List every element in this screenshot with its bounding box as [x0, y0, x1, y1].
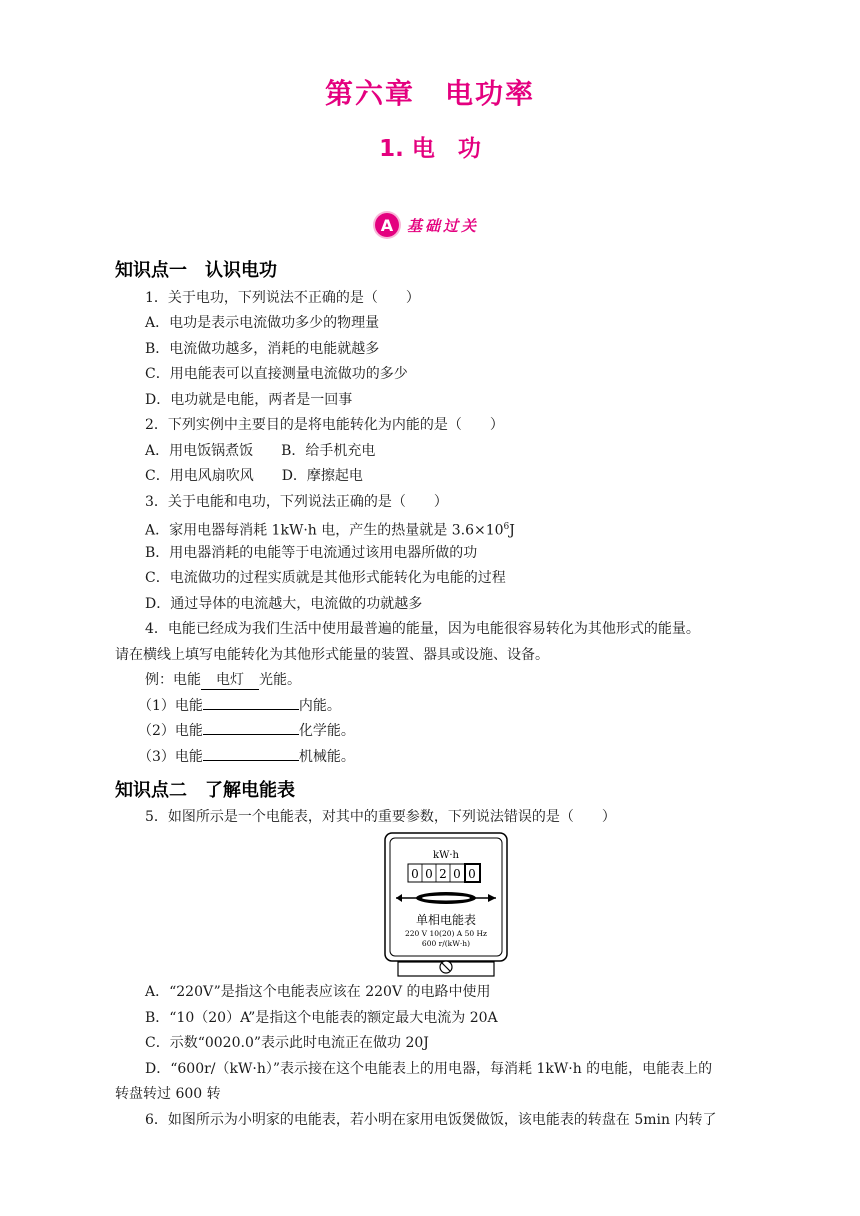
q1-option-c: C．用电能表可以直接测量电流做功的多少	[145, 366, 408, 382]
q4-stem-line1: 4．电能已经成为我们生活中使用最普遍的能量，因为电能很容易转化为其他形式的能量。	[145, 621, 700, 637]
level-letter-icon: A	[375, 213, 399, 237]
q4-item-2-suffix: 化学能。	[298, 723, 355, 739]
q3-stem: 3．关于电能和电功，下列说法正确的是（ ）	[145, 494, 448, 510]
level-badge	[375, 212, 479, 238]
q4-item-2	[138, 721, 355, 741]
q3-option-a-unit: J	[509, 522, 515, 539]
q2-options-row1: A．用电饭锅煮饭 B．给手机充电	[145, 443, 376, 459]
q6-stem: 6．如图所示为小明家的电能表，若小明在家用电饭煲做饭，该电能表的转盘在 5min 内转了	[145, 1112, 717, 1128]
q5-option-d: D．“600r/（kW·h）”表示接在这个电能表上的用电器，每消耗 1kW·h 的电能，电能表上的	[145, 1061, 713, 1077]
q1-option-b: B．电流做功越多，消耗的电能就越多	[145, 341, 380, 357]
meter-digit-2: 0	[425, 867, 433, 881]
q4-item-1-prefix: （1）电能	[138, 698, 203, 714]
q4-item-3	[138, 747, 355, 767]
q4-item-3-suffix: 机械能。	[298, 749, 355, 765]
q4-item-3-prefix: （3）电能	[138, 749, 203, 765]
q1-option-d: D．电功就是电能，两者是一回事	[145, 392, 353, 408]
meter-digit-1: 0	[411, 867, 419, 881]
section-title-1: 知识点一 认识电功	[115, 260, 277, 281]
meter-name: 单相电能表	[415, 913, 477, 927]
q3-option-a-exponent: 6	[503, 522, 510, 532]
lesson-title: 1. 电 功	[379, 136, 481, 162]
q5-option-c: C．示数“0020.0”表示此时电流正在做功 20J	[145, 1035, 429, 1051]
chapter-title: 第六章 电功率	[324, 77, 535, 110]
meter-digit-5: 0	[468, 867, 476, 881]
q1-option-a: A．电功是表示电流做功多少的物理量	[145, 315, 380, 331]
q4-item-1-suffix: 内能。	[298, 698, 341, 714]
q5-option-d-continued: 转盘转过 600 转	[115, 1086, 221, 1102]
q1-stem: 1．关于电功，下列说法不正确的是（ ）	[145, 290, 420, 306]
q3-option-b: B．用电器消耗的电能等于电流通过该用电器所做的功	[145, 545, 478, 561]
q5-stem: 5．如图所示是一个电能表，对其中的重要参数，下列说法错误的是（ ）	[145, 809, 616, 825]
q4-item-2-prefix: （2）电能	[138, 723, 203, 739]
q2-options-row2: C．用电风扇吹风 D．摩擦起电	[145, 468, 363, 484]
electric-meter-figure	[384, 832, 508, 978]
q4-item-3-blank[interactable]	[203, 760, 299, 761]
meter-spec-line2: 600 r/(kW·h)	[421, 939, 471, 948]
q4-stem-line2: 请在横线上填写电能转化为其他形式能量的装置、器具或设施、设备。	[115, 647, 549, 663]
section-title-2: 知识点二 了解电能表	[115, 780, 295, 801]
q4-example	[145, 670, 301, 690]
level-label: 基础过关	[407, 216, 480, 235]
q3-option-a	[145, 517, 515, 541]
q4-example-suffix: 光能。	[259, 672, 301, 688]
meter-spec-line1: 220 V 10(20) A 50 Hz	[404, 929, 488, 938]
q5-option-b: B．“10（20）A”是指这个电能表的额定最大电流为 20A	[145, 1010, 498, 1026]
q4-example-answer: 电灯	[201, 671, 259, 690]
q4-item-1-blank[interactable]	[203, 709, 299, 710]
q3-option-c: C．电流做功的过程实质就是其他形式能转化为电能的过程	[145, 570, 506, 586]
meter-digit-4: 0	[453, 867, 461, 881]
q2-stem: 2．下列实例中主要目的是将电能转化为内能的是（ ）	[145, 417, 504, 433]
q4-example-prefix: 例：电能	[145, 672, 201, 688]
q5-option-a: A．“220V”是指这个电能表应该在 220V 的电路中使用	[145, 984, 491, 1000]
q4-item-1	[138, 696, 341, 716]
q4-item-2-blank[interactable]	[203, 734, 299, 735]
q3-option-d: D．通过导体的电流越大，电流做的功就越多	[145, 596, 423, 612]
meter-digit-3: 2	[439, 867, 447, 881]
q3-option-a-text: A．家用电器每消耗 1kW·h 电，产生的热量就是 3.6×10	[145, 522, 504, 539]
meter-unit: kW·h	[433, 850, 459, 861]
